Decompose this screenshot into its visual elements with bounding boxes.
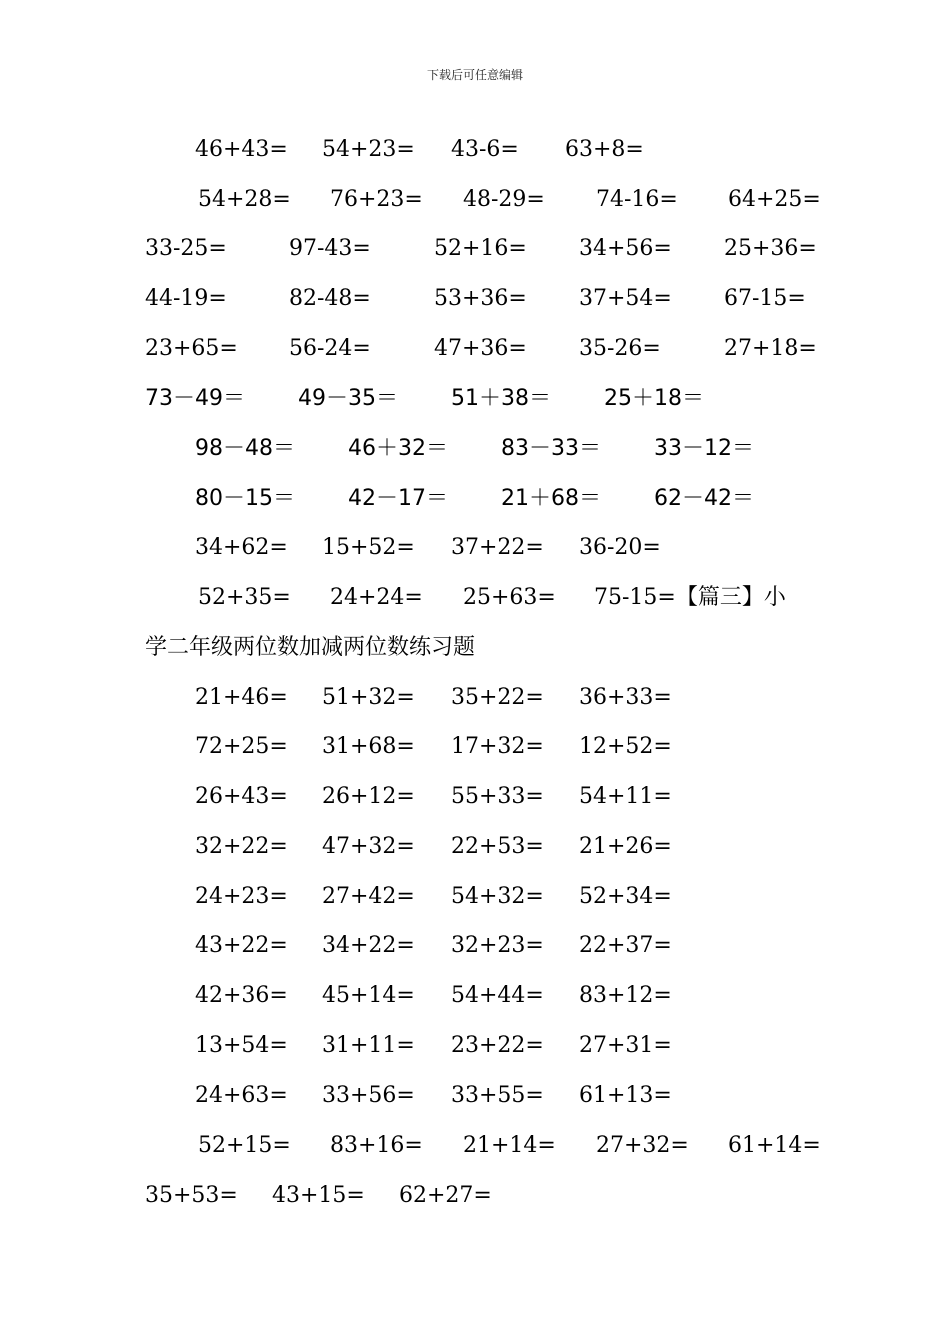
problem: 52+34= <box>579 884 672 909</box>
problem: 27+42= <box>322 884 415 909</box>
problem: 83－33＝ <box>501 436 601 461</box>
problem: 53+36= <box>434 286 527 311</box>
problem: 52+35= <box>198 585 291 610</box>
problem: 61+14= <box>728 1133 821 1158</box>
problem: 17+32= <box>451 734 544 759</box>
problem: 25＋18＝ <box>604 386 704 411</box>
problem: 45+14= <box>322 983 415 1008</box>
problem: 49－35＝ <box>298 386 398 411</box>
problem: 36+33= <box>579 685 672 710</box>
problem: 34+62= <box>195 535 288 560</box>
problem: 43+22= <box>195 933 288 958</box>
problem: 32+22= <box>195 834 288 859</box>
problem: 33－12＝ <box>654 436 754 461</box>
problem-row <box>0 135 950 165</box>
problem: 27+32= <box>596 1133 689 1158</box>
problem: 80－15＝ <box>195 486 295 511</box>
problem: 43-6= <box>451 137 519 162</box>
problem: 48-29= <box>463 187 545 212</box>
problem: 36-20= <box>579 535 661 560</box>
problem: 74-16= <box>596 187 678 212</box>
problem-row <box>0 185 950 215</box>
problem: 47+36= <box>434 336 527 361</box>
problem: 23+22= <box>451 1033 544 1058</box>
problem-row <box>0 732 950 762</box>
problem: 32+23= <box>451 933 544 958</box>
problem: 35+22= <box>451 685 544 710</box>
problem-row <box>0 1131 950 1161</box>
problem: 21+26= <box>579 834 672 859</box>
problem: 73－49＝ <box>145 386 245 411</box>
problem: 37+54= <box>579 286 672 311</box>
problem: 52+15= <box>198 1133 291 1158</box>
problem-row <box>0 683 950 713</box>
problem: 31+11= <box>322 1033 415 1058</box>
problem: 21+46= <box>195 685 288 710</box>
problem-row <box>0 832 950 862</box>
problem: 21＋68＝ <box>501 486 601 511</box>
section-heading-row <box>0 633 950 663</box>
problem-row <box>0 1081 950 1111</box>
problem: 83+16= <box>330 1133 423 1158</box>
problem: 26+12= <box>322 784 415 809</box>
problem: 27+31= <box>579 1033 672 1058</box>
problem: 34+56= <box>579 236 672 261</box>
problem: 97-43= <box>289 236 371 261</box>
problem: 61+13= <box>579 1083 672 1108</box>
problem: 31+68= <box>322 734 415 759</box>
problem: 25+63= <box>463 585 556 610</box>
problem: 13+54= <box>195 1033 288 1058</box>
problem-with-section-heading: 75-15=【篇三】小 <box>594 585 786 610</box>
problem-row <box>0 284 950 314</box>
problem: 26+43= <box>195 784 288 809</box>
problem-row <box>0 583 950 613</box>
problem-row <box>0 384 950 414</box>
problem: 35+53= <box>145 1183 238 1208</box>
problem-row <box>0 1181 950 1211</box>
problem: 54+11= <box>579 784 672 809</box>
problem: 62+27= <box>399 1183 492 1208</box>
problem: 42－17＝ <box>348 486 448 511</box>
problem: 54+28= <box>198 187 291 212</box>
problem: 98－48＝ <box>195 436 295 461</box>
problem-row <box>0 484 950 514</box>
problem: 24+63= <box>195 1083 288 1108</box>
problem: 23+65= <box>145 336 238 361</box>
problem: 51＋38＝ <box>451 386 551 411</box>
problem-row <box>0 234 950 264</box>
problem: 34+22= <box>322 933 415 958</box>
problem: 37+22= <box>451 535 544 560</box>
problem: 43+15= <box>272 1183 365 1208</box>
problem: 42+36= <box>195 983 288 1008</box>
problem: 55+33= <box>451 784 544 809</box>
problem: 12+52= <box>579 734 672 759</box>
problem-row <box>0 434 950 464</box>
problem-row <box>0 533 950 563</box>
problem-row <box>0 981 950 1011</box>
problem: 33+56= <box>322 1083 415 1108</box>
problem: 51+32= <box>322 685 415 710</box>
problem-row <box>0 1031 950 1061</box>
problem: 67-15= <box>724 286 806 311</box>
problem: 83+12= <box>579 983 672 1008</box>
problem: 56-24= <box>289 336 371 361</box>
problem: 52+16= <box>434 236 527 261</box>
problem: 24+23= <box>195 884 288 909</box>
problem-row <box>0 882 950 912</box>
problem: 44-19= <box>145 286 227 311</box>
problem: 72+25= <box>195 734 288 759</box>
problem-row <box>0 782 950 812</box>
problem: 63+8= <box>565 137 644 162</box>
problem-row <box>0 931 950 961</box>
problem: 54+32= <box>451 884 544 909</box>
problem: 76+23= <box>330 187 423 212</box>
problem: 15+52= <box>322 535 415 560</box>
problem: 35-26= <box>579 336 661 361</box>
problem: 54+23= <box>322 137 415 162</box>
problem: 46＋32＝ <box>348 436 448 461</box>
problem: 33+55= <box>451 1083 544 1108</box>
problem: 62－42＝ <box>654 486 754 511</box>
problem: 22+53= <box>451 834 544 859</box>
problem: 82-48= <box>289 286 371 311</box>
problem: 64+25= <box>728 187 821 212</box>
problem: 54+44= <box>451 983 544 1008</box>
problem: 24+24= <box>330 585 423 610</box>
problem: 25+36= <box>724 236 817 261</box>
problem: 46+43= <box>195 137 288 162</box>
page-header: 下载后可任意编辑 <box>426 68 523 82</box>
problem: 47+32= <box>322 834 415 859</box>
problem: 27+18= <box>724 336 817 361</box>
problem: 33-25= <box>145 236 227 261</box>
problem: 22+37= <box>579 933 672 958</box>
problem: 21+14= <box>463 1133 556 1158</box>
problem-row <box>0 334 950 364</box>
section-heading: 学二年级两位数加减两位数练习题 <box>145 635 476 660</box>
